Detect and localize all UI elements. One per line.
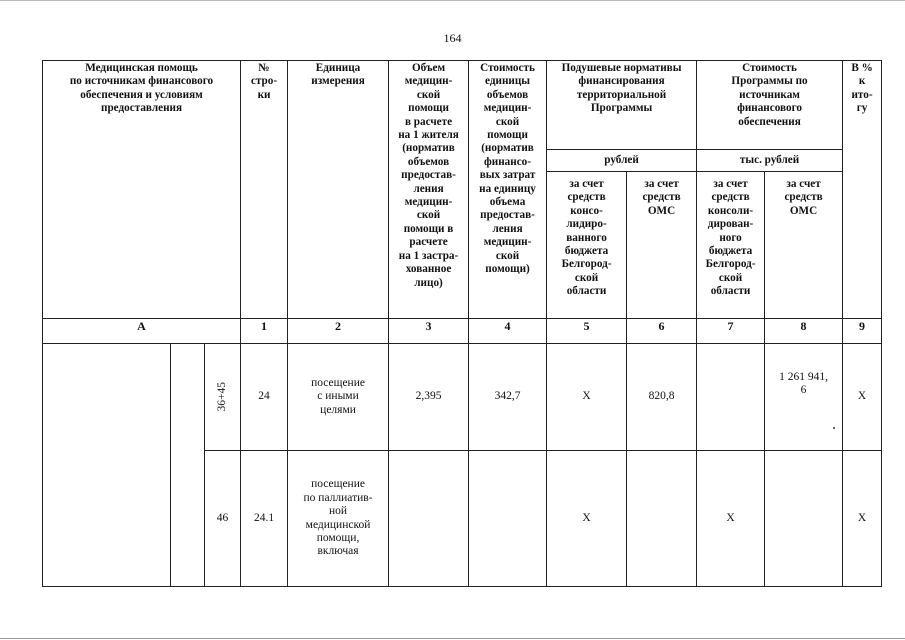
financing-table — [42, 60, 882, 587]
section-cell — [43, 344, 171, 587]
header-oms-per-capita: за счет средств ОМС — [627, 172, 697, 319]
table-row — [43, 344, 882, 451]
header-per-capita: Подушевые нормативы финансирования территориальной Программы — [547, 61, 697, 150]
column-index-3: 3 — [389, 319, 469, 344]
percent-cell: Х — [843, 451, 882, 587]
volume-cell — [389, 451, 469, 587]
header-regional-budget-per-capita: за счет средств консо- лидиро- ванного бюджета Белгород- ской области — [547, 172, 627, 319]
header-oms-cost: за счет средств ОМС — [765, 172, 843, 319]
header-thousand-rubles: тыс. рублей — [697, 150, 843, 172]
scan-speck — [833, 427, 835, 429]
scan-edge-top — [0, 0, 905, 1]
header-regional-budget-cost: за счет средств консоли- дирован- ного бюджета Белгород- ской области — [697, 172, 765, 319]
header-unit: Единица измерения — [288, 61, 389, 319]
column-index-5: 5 — [547, 319, 627, 344]
scan-edge-bottom — [0, 638, 905, 639]
percent-cell: Х — [843, 344, 882, 451]
row-number: 24.1 — [241, 451, 288, 587]
oms-cost-cell — [765, 451, 843, 587]
side-code: 36+45 — [215, 382, 228, 412]
page-number: 164 — [443, 31, 462, 45]
header-volume: Объем медицин- ской помощи в расчете на 1 жителя (норматив объемов предостав- ления медицин- ской помощи в расчете на 1 застра- хованное лицо) — [389, 61, 469, 319]
oms-per-capita-cell: 820,8 — [627, 344, 697, 451]
regional-budget-per-capita-cell: Х — [547, 344, 627, 451]
header-program-cost: Стоимость Программы по источникам финансового обеспечения — [697, 61, 843, 150]
oms-per-capita-cell — [627, 451, 697, 587]
unit-cost-cell: 342,7 — [469, 344, 547, 451]
regional-budget-per-capita-cell: Х — [547, 451, 627, 587]
volume-cell: 2,395 — [389, 344, 469, 451]
column-index-8: 8 — [765, 319, 843, 344]
oms-cost-cell: 1 261 941, 6 — [765, 344, 843, 451]
column-index-2: 2 — [288, 319, 389, 344]
column-index-7: 7 — [697, 319, 765, 344]
column-index-6: 6 — [627, 319, 697, 344]
regional-budget-cost-cell: Х — [697, 451, 765, 587]
unit-cell: посещение с иными целями — [288, 344, 389, 451]
header-row-number: № стро- ки — [241, 61, 288, 319]
header-medical-care: Медицинская помощь по источникам финансового обеспечения и условиям предоставления — [43, 61, 241, 319]
column-index-1: 1 — [241, 319, 288, 344]
column-index-4: 4 — [469, 319, 547, 344]
row-number: 24 — [241, 344, 288, 451]
column-index-a: А — [43, 319, 241, 344]
column-index-9: 9 — [843, 319, 882, 344]
header-percent: В % к ито- гу — [843, 61, 882, 319]
unit-cell: посещение по паллиатив- ной медицинской помощи, включая — [288, 451, 389, 587]
unit-cost-cell — [469, 451, 547, 587]
header-unit-cost: Стоимость единицы объемов медицин- ской помощи (норматив финансо- вых затрат на единицу объема предостав- ления медицин- ской помощи) — [469, 61, 547, 319]
regional-budget-cost-cell — [697, 344, 765, 451]
side-code-cell: 46 — [205, 451, 241, 587]
side-code-cell — [205, 344, 241, 451]
header-rubles: рублей — [547, 150, 697, 172]
subsection-cell — [171, 344, 205, 587]
